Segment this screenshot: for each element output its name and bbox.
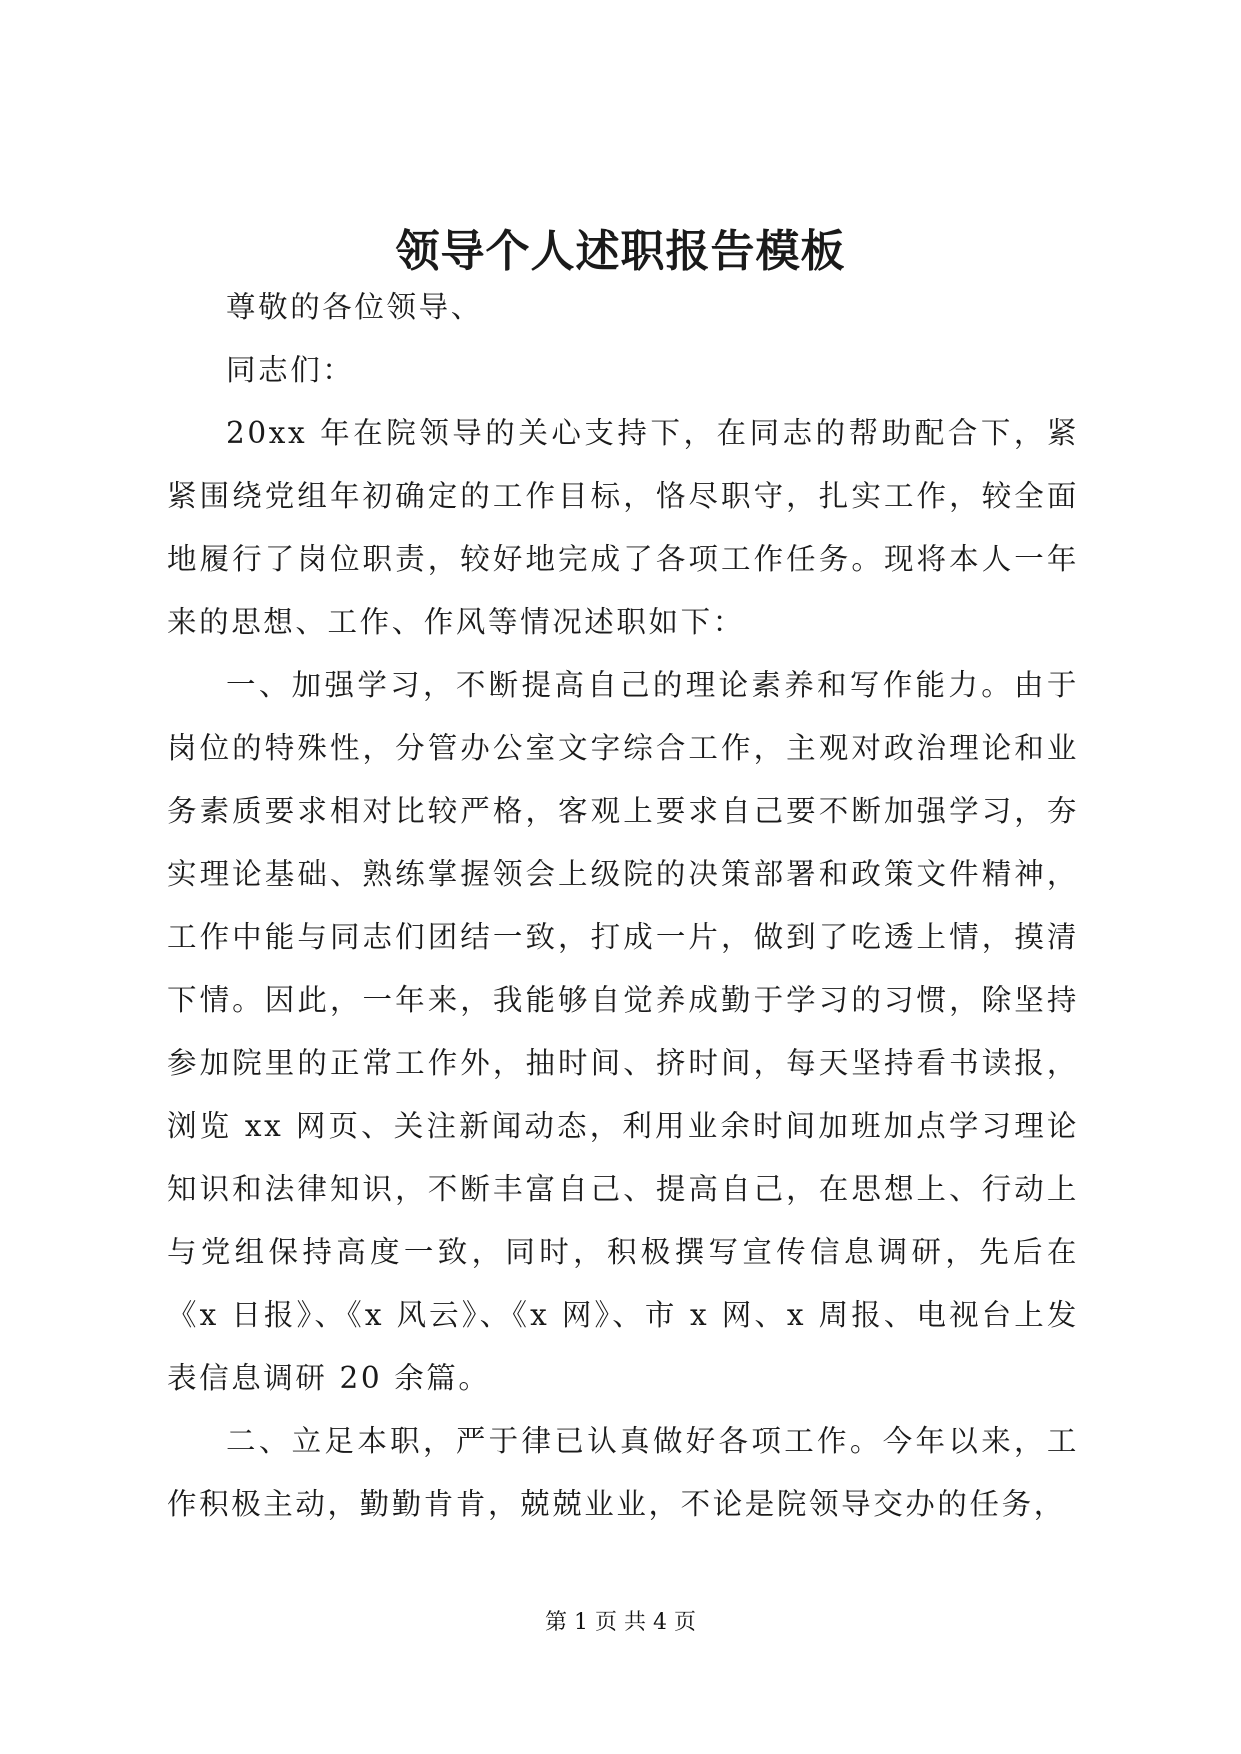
document-body — [167, 276, 1079, 1536]
section-two-paragraph: 二、立足本职，严于律已认真做好各项工作。今年以来，工作积极主动，勤勤肯肯，兢兢业业，不论是院领导交办的任务， — [167, 1424, 1079, 1521]
document-title: 领导个人述职报告模板 — [395, 226, 846, 277]
page-number-footer: 第 1 页 共 4 页 — [545, 1610, 696, 1635]
section-one-paragraph: 一、加强学习，不断提高自己的理论素养和写作能力。由于岗位的特殊性，分管办公室文字综合工作，主观对政治理论和业务素质要求相对比较严格，客观上要求自己要不断加强学习，夯实理论基础、熟练掌握领会上级院的决策部署和政策文件精神，工作中能与同志们团结一致，打成一片，做到了吃透上情，摸清下情。因此，一年来，我能够自觉养成勤于学习的习惯，除坚持参加院里的正常工作外，抽时间、挤时间，每天坚持看书读报，浏览 xx 网页、关注新闻动态，利用业余时间加班加点学习理论知识和法律知识，不断丰富自己、提高自己，在思想上、行动上与党组保持高度一致，同时，积极撰写宣传信息调研，先后在《x 日报》、《x 风云》、《x 网》、市 x 网、x 周报、电视台上发表信息调研 20 余篇。 — [167, 668, 1079, 1395]
intro-paragraph: 20xx 年在院领导的关心支持下，在同志的帮助配合下，紧紧围绕党组年初确定的工作目标，恪尽职守，扎实工作，较全面地履行了岗位职责，较好地完成了各项工作任务。现将本人一年来的思想、工作、作风等情况述职如下： — [167, 416, 1079, 639]
salutation-line-1: 尊敬的各位领导、 — [226, 290, 483, 324]
salutation-line-2: 同志们： — [226, 353, 355, 387]
